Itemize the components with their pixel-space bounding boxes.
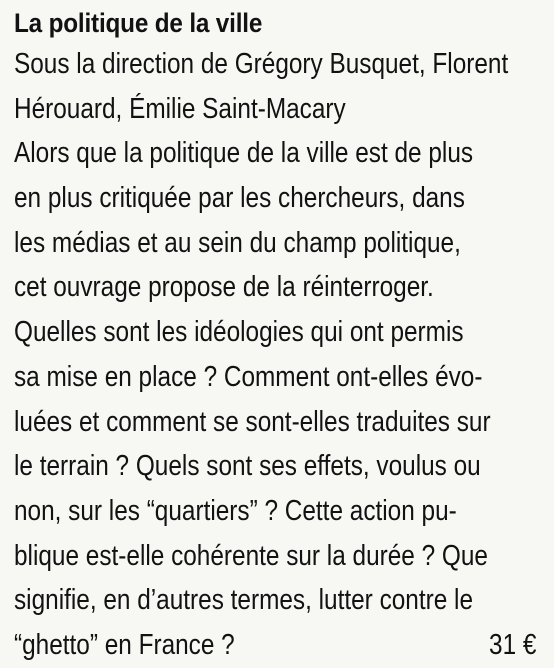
description-line: blique est-elle cohérente sur la durée ? Que	[14, 539, 488, 572]
book-description	[14, 131, 536, 667]
price-currency: €	[522, 628, 536, 661]
description-line: Quelles sont les idéologies qui ont permis	[14, 316, 464, 349]
description-line: le terrain ? Quels sont ses effets, voulus ou	[14, 450, 481, 483]
description-line: luées et comment se sont-elles traduites sur	[14, 405, 491, 438]
description-line: signifie, en d’autres termes, lutter contre le	[14, 584, 474, 617]
book-authors	[14, 42, 536, 131]
book-title: La politique de la ville	[14, 8, 263, 38]
authors-line: Sous la direction de Grégory Busquet, Florent	[14, 48, 509, 80]
book-price	[489, 623, 536, 668]
price-value: 31	[488, 628, 516, 661]
description-line: “ghetto” en France ?	[14, 628, 235, 661]
description-line: Alors que la politique de la ville est de plus	[14, 137, 474, 170]
description-line: les médias et au sein du champ politique,	[14, 226, 461, 259]
description-line: sa mise en place ? Comment ont-elles évo-	[14, 360, 483, 393]
authors-line: Hérouard, Émilie Saint-Macary	[14, 92, 346, 125]
description-line: cet ouvrage propose de la réinterroger.	[14, 271, 434, 304]
description-line: en plus critiquée par les chercheurs, dans	[14, 182, 465, 215]
description-line: non, sur les “quartiers” ? Cette action pu-	[14, 494, 457, 527]
description-last-row	[14, 623, 536, 668]
